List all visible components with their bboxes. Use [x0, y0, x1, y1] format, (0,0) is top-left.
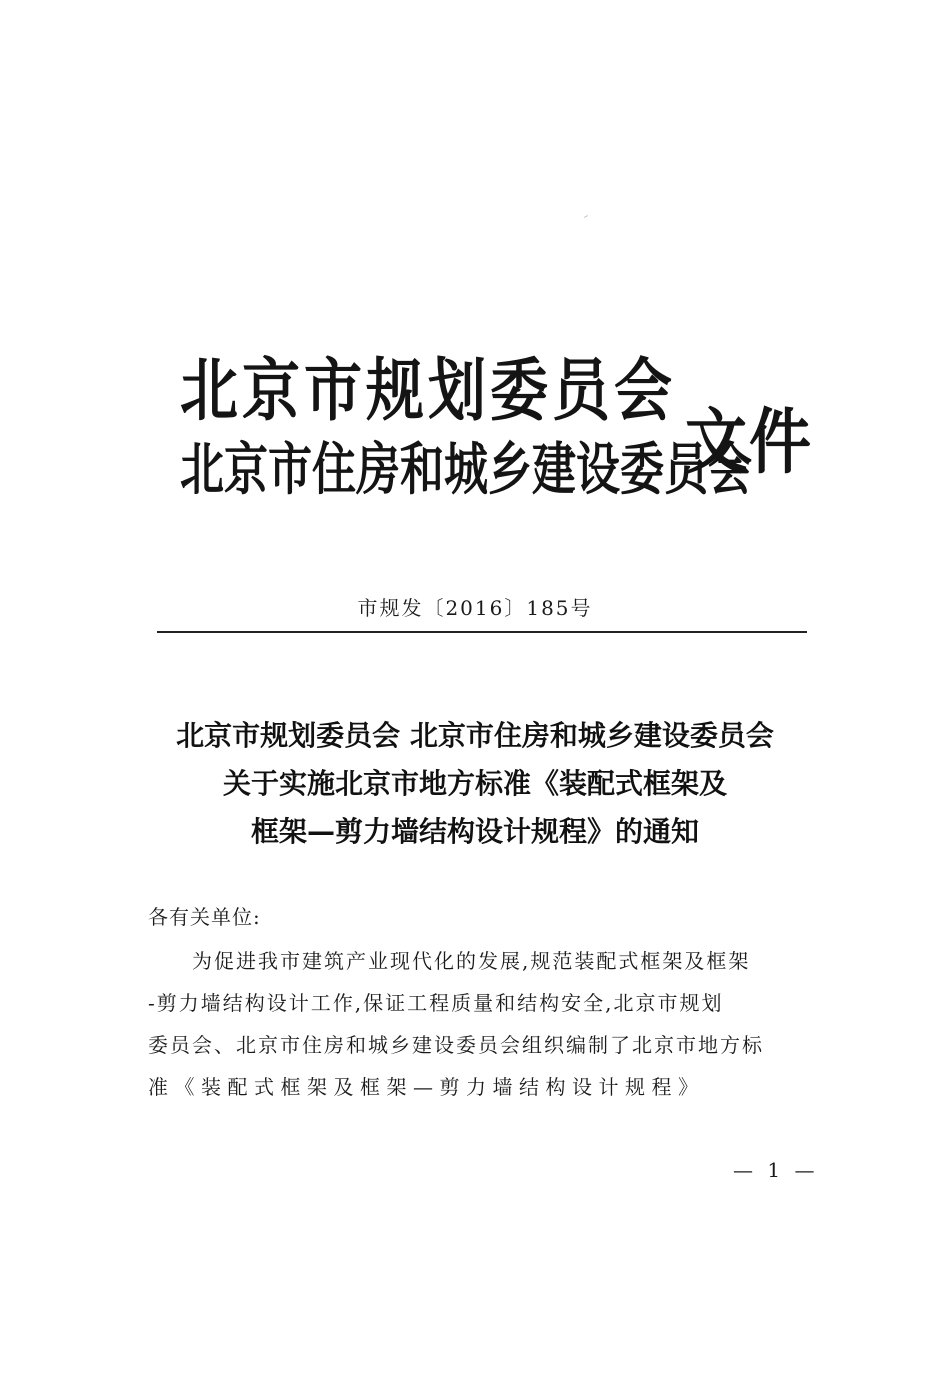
- title-line-2: 关于实施北京市地方标准《装配式框架及: [222, 767, 727, 800]
- issuing-org-1: 北京市规划委员会: [180, 350, 677, 431]
- document-header: [180, 335, 814, 505]
- document-number: 市规发〔2016〕185号: [357, 596, 593, 620]
- paragraph-line: -剪力墙结构设计工作,保证工程质量和结构安全,北京市规划: [148, 991, 724, 1015]
- document-title: [0, 712, 950, 856]
- title-line-1: 北京市规划委员会 北京市住房和城乡建设委员会: [176, 719, 774, 752]
- paragraph-line: 为促进我市建筑产业现代化的发展,规范装配式框架及框架: [192, 949, 751, 973]
- paragraph-line: 委员会、北京市住房和城乡建设委员会组织编制了北京市地方标: [148, 1033, 764, 1057]
- paragraph-line: 准《装配式框架及框架—剪力墙结构设计规程》: [148, 1075, 705, 1099]
- scan-speck: [584, 215, 588, 218]
- document-body: [148, 901, 808, 1113]
- document-type-label: 文件: [685, 399, 814, 484]
- header-rule: [157, 631, 807, 633]
- salutation: 各有关单位:: [148, 905, 261, 929]
- page-number: — 1 —: [733, 1158, 819, 1182]
- title-line-3: 框架—剪力墙结构设计规程》的通知: [250, 815, 699, 848]
- issuing-org-2: 北京市住房和城乡建设委员会: [180, 437, 752, 503]
